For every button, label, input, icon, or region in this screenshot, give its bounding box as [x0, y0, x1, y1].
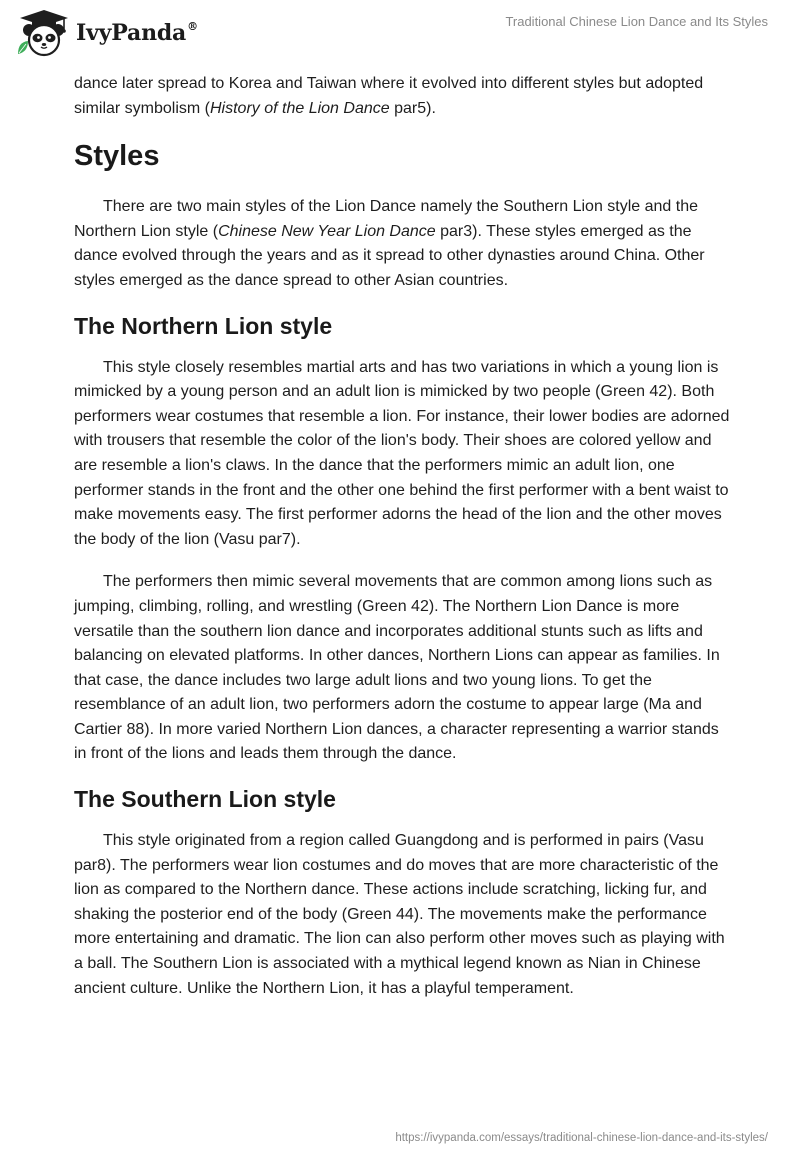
panda-graduate-icon	[14, 8, 70, 58]
intro-paragraph: dance later spread to Korea and Taiwan where it evolved into different styles but adopted similar symbolism (History of the Lion Dance par5).	[74, 75, 704, 117]
styles-heading: Styles	[74, 140, 160, 173]
source-url-link[interactable]: https://ivypanda.com/essays/traditional-chinese-lion-dance-and-its-styles/	[395, 1132, 768, 1144]
southern-lion-paragraph-1: This style originated from a region called Guangdong and is performed in pairs (Vasu par8). The performers wear lion costumes and do moves that are more characteristic of the lion as compared to the Northern dance. These actions include scratching, licking fur, and shaking the posterior end of the body (Green 44). The movements make the performance more entertaining and dramatic. The lion can also perform other moves such as playing with a ball. The Southern Lion is associated with a mythical legend known as Nian in Chinese ancient culture. Unlike the Northern Lion, it has a playful temperament.	[74, 832, 725, 997]
logo-text: IvyPanda®	[76, 20, 198, 46]
northern-lion-paragraph-2: The performers then mimic several movements that are common among lions such as jumping, climbing, rolling, and wrestling (Green 42). The Northern Lion Dance is more versatile than the southern lion dance and incorporates additional stunts such as lifts and balancing on elevated platforms. In other dances, Northern Lions can appear as families. In that case, the dance includes two large adult lions and two young lions. To get the resemblance of an adult lion, two performers adorn the costume to appear large (Ma and Cartier 88). In more varied Northern Lion dances, a character representing a warrior stands in front of the lions and leads them through the dance.	[74, 573, 720, 763]
essay-content	[74, 72, 730, 1019]
northern-lion-paragraph-1: This style closely resembles martial arts and has two variations in which a young lion is mimicked by a young person and an adult lion is mimicked by two people (Green 42). Both performers wear costumes that resemble a lion. For instance, their lower bodies are adorned with trousers that resemble the color of the lion's body. Their shoes are colored yellow and are resemble a lion's claws. In the dance that the performers mimic an adult lion, one performer stands in the front and the other one behind the first performer with a bent waist to make movements easy. The first performer adorns the head of the lion and the other moves the body of the lion (Vasu par7).	[74, 358, 730, 548]
document-title: Traditional Chinese Lion Dance and Its Styles	[505, 14, 768, 29]
citation-title: Chinese New Year Lion Dance	[218, 222, 436, 240]
ivypanda-logo[interactable]	[14, 8, 198, 58]
styles-paragraph: There are two main styles of the Lion Dance namely the Southern Lion style and the Northern Lion style (Chinese New Year Lion Dance par3). These styles emerged as the dance evolved through the years and as it spread to other dynasties around China. Other styles emerged as the dance spread to other Asian countries.	[74, 198, 705, 289]
page-header	[0, 0, 800, 66]
citation-title: History of the Lion Dance	[210, 99, 390, 117]
southern-lion-heading: The Southern Lion style	[74, 786, 336, 813]
northern-lion-heading: The Northern Lion style	[74, 312, 333, 339]
registered-mark: ®	[187, 20, 198, 33]
